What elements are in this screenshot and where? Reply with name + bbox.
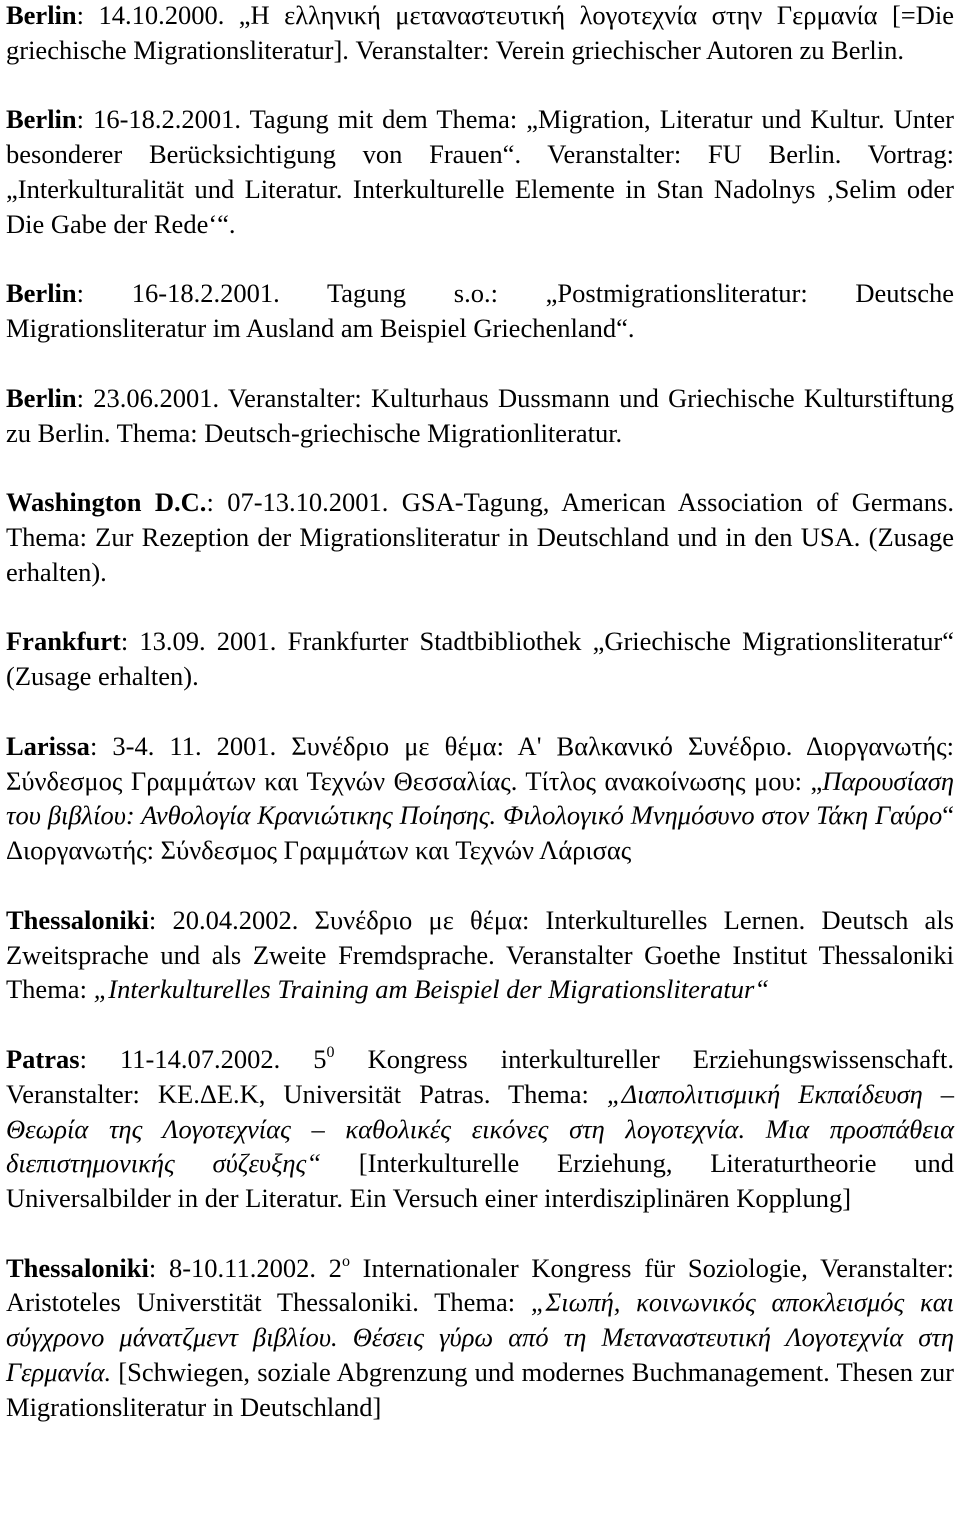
entry-text: : 23.06.2001. Veranstalter: Kulturhaus Dussmann und Griechische Kulturstiftung zu Berlin. Thema: Deutsch-griechische Migrationliteratur. xyxy=(6,382,954,448)
entry-place: Washington D.C. xyxy=(6,487,207,518)
entry-place: Berlin xyxy=(6,278,77,309)
entry-place: Patras xyxy=(6,1043,80,1074)
entry-berlin-2001-dussmann xyxy=(6,381,954,451)
entry-washington xyxy=(6,485,954,589)
entry-place: Frankfurt xyxy=(6,626,121,657)
entry-berlin-2001-postmigration xyxy=(6,276,954,346)
entry-text: : 07-13.10.2001. GSA-Tagung, American Association of Germans. Thema: Zur Rezeption der Migrationsliteratur in Deutschland und in den USA. (Zusage erhalten). xyxy=(6,487,954,587)
entry-frankfurt xyxy=(6,624,954,694)
entry-text: : 16-18.2.2001. Tagung mit dem Thema: „Migration, Literatur und Kultur. Unter besonderer Berücksichtigung von Frauen“. Veranstalter: FU Berlin. Vortrag: „Interkulturalität und Literatur. Interkulturelle Elemente in Stan Nadolnys ‚Selim oder Die Gabe der Rede‘“. xyxy=(6,104,954,239)
entry-text: [Interkulturelle Erziehung, Literaturtheorie und Universalbilder in der Literatur. Ein Versuch einer interdisziplinären Kopplung] xyxy=(6,1148,954,1214)
entry-place: Thessaloniki xyxy=(6,904,149,935)
entry-text: : 14.10.2000. „Η ελληνική μεταναστευτική λογοτεχνία στην Γερμανία [=Die griechische Migrationsliteratur]. Veranstalter: Verein griechischer Autoren zu Berlin. xyxy=(6,0,954,65)
entry-text: : 3-4. 11. 2001. Συνέδριο με θέμα: Α' Βαλκανικό Συνέδριο. Διοργανωτής: Σύνδεσμος Γραμμάτων και Τεχνών Θεσσαλίας. Τίτλος ανακοίνωσης μου: „ xyxy=(6,730,954,796)
entry-larissa xyxy=(6,729,954,868)
entry-text: : 13.09. 2001. Frankfurter Stadtbibliothek „Griechische Migrationsliteratur“ (Zusage erhalten). xyxy=(6,626,954,692)
entry-patras xyxy=(6,1042,954,1216)
entry-italic-title: „Interkulturelles Training am Beispiel der Migrationsliteratur“ xyxy=(93,974,770,1005)
superscript: 0 xyxy=(326,1043,335,1061)
entry-place: Berlin xyxy=(6,104,77,135)
entry-place: Larissa xyxy=(6,730,90,761)
entry-berlin-2000 xyxy=(6,0,954,68)
entry-italic-title: „Σιωπή, κοινωνικός αποκλεισμός και σύγχρονο μάνατζμεντ βιβλίου. Θέσεις γύρω από τη Μεταναστευτική Λογοτεχνία στη Γερμανία. xyxy=(6,1287,955,1388)
entry-text: : 8-10.11.2002. 2 xyxy=(148,1252,342,1283)
entry-text: : 20.04.2002. Συνέδριο με θέμα: Interkulturelles Lernen. Deutsch als Zweitsprache und als Zweite Fremdsprache. Veranstalter Goethe Institut Thessaloniki Thema: xyxy=(6,904,954,1005)
entry-italic-title: Παρουσίαση του βιβλίου: Ανθολογία Κρανιώτικης Ποίησης. Φιλολογικό Μνημόσυνο στον Τάκη Γαύρο xyxy=(6,765,954,831)
entry-place: Berlin xyxy=(6,382,77,413)
entry-thessaloniki-2002-11 xyxy=(6,1251,954,1425)
entry-place: Thessaloniki xyxy=(6,1252,149,1283)
entry-place: Berlin xyxy=(6,0,77,30)
entry-text: [Schwiegen, soziale Abgrenzung und modernes Buchmanagement. Thesen zur Migrationsliteratur in Deutschland] xyxy=(6,1357,954,1422)
entry-text: Kongress interkultureller Erziehungswissenschaft. Veranstalter: ΚΕ.ΔΕ.Κ, Universität Patras. Thema: xyxy=(6,1043,954,1109)
entry-text: Internationaler Kongress für Soziologie, Veranstalter: Aristoteles Universtität Thessaloniki. Thema: xyxy=(6,1252,954,1318)
entry-italic-title: „Διαπολιτισμική Εκπαίδευση – Θεωρία της Λογοτεχνίας – καθολικές εικόνες στη λογοτεχνία. Μια προσπάθεια διεπιστημονικής σύζευξης“ xyxy=(6,1078,954,1179)
entry-text: : 11-14.07.2002. 5 xyxy=(79,1043,327,1074)
entry-berlin-2001-tagung xyxy=(6,102,954,241)
entry-text: : 16-18.2.2001. Tagung s.o.: „Postmigrationsliteratur: Deutsche Migrationsliteratur im Ausland am Beispiel Griechenland“. xyxy=(6,278,954,344)
entry-thessaloniki-2002-04 xyxy=(6,903,954,1007)
superscript: o xyxy=(341,1252,350,1270)
entry-text: “ Διοργανωτής: Σύνδεσμος Γραμμάτων και Τεχνών Λάρισας xyxy=(6,800,954,866)
